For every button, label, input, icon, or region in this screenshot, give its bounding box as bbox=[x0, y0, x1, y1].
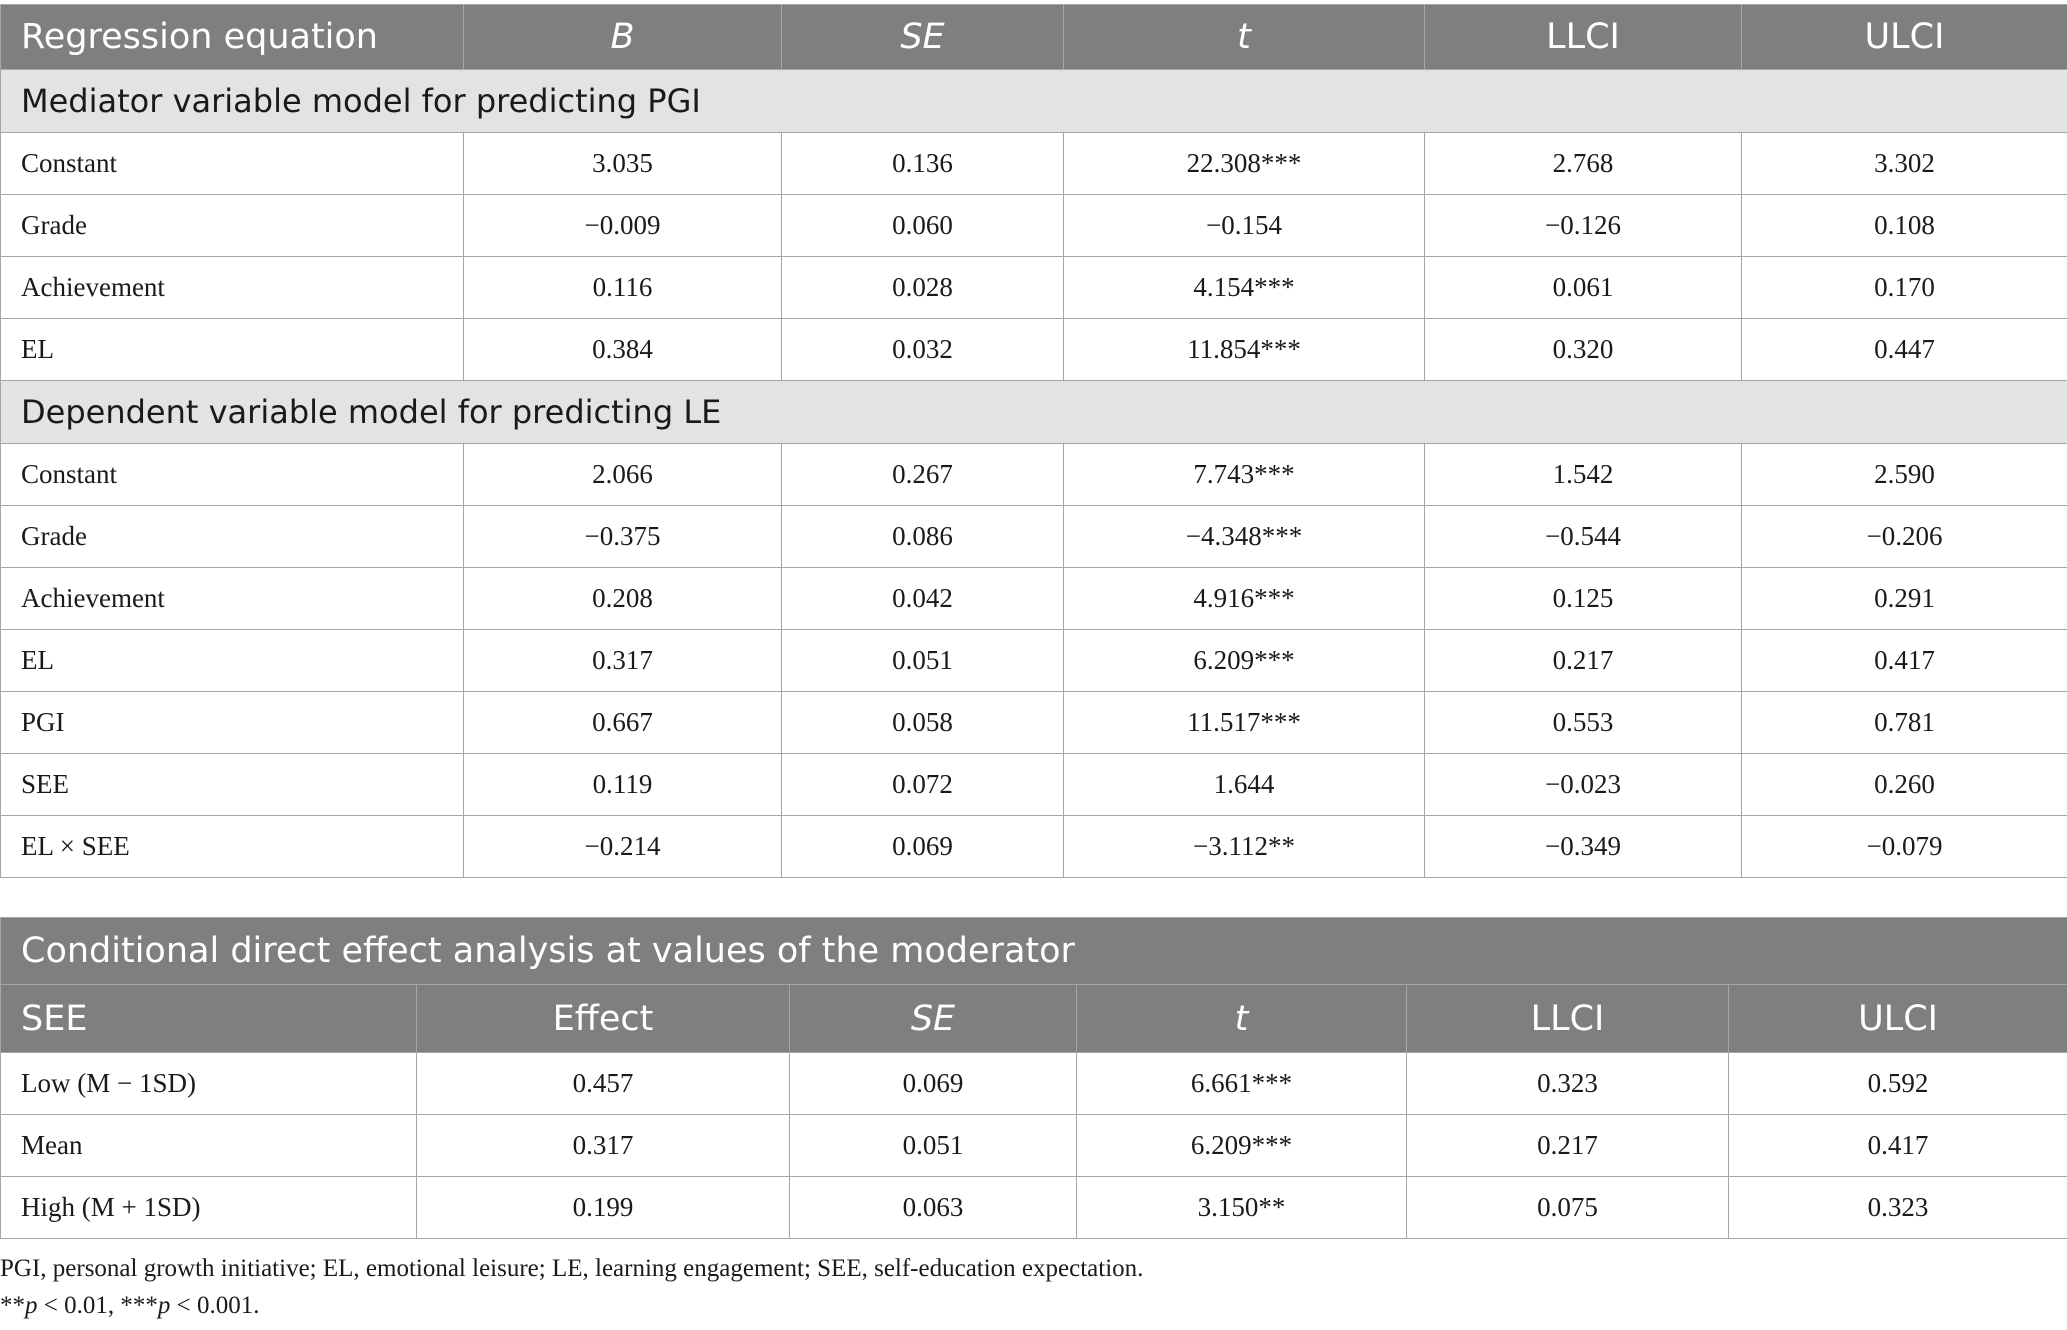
column-header-llci: LLCI bbox=[1425, 5, 1742, 70]
cell-t: 4.154*** bbox=[1064, 257, 1425, 319]
cell-llci: 0.075 bbox=[1407, 1177, 1729, 1239]
cell-b: 0.317 bbox=[464, 630, 782, 692]
cell-label: PGI bbox=[1, 692, 464, 754]
cell-t: 22.308*** bbox=[1064, 133, 1425, 195]
cell-b: 0.667 bbox=[464, 692, 782, 754]
significance-stars-1: ** bbox=[0, 1292, 25, 1319]
cell-ulci: 0.781 bbox=[1742, 692, 2067, 754]
cell-llci: 0.553 bbox=[1425, 692, 1742, 754]
cell-llci: 0.323 bbox=[1407, 1053, 1729, 1115]
column-header-t: t bbox=[1077, 985, 1407, 1053]
cell-llci: −0.544 bbox=[1425, 506, 1742, 568]
cell-llci: 0.320 bbox=[1425, 319, 1742, 381]
conditional-effect-title: Conditional direct effect analysis at values of the moderator bbox=[1, 918, 2067, 985]
cell-se: 0.028 bbox=[782, 257, 1064, 319]
cell-ulci: 0.323 bbox=[1729, 1177, 2067, 1239]
cell-se: 0.069 bbox=[790, 1053, 1077, 1115]
column-header-regression-equation: Regression equation bbox=[1, 5, 464, 70]
cell-see: High (M + 1SD) bbox=[1, 1177, 417, 1239]
table-row bbox=[1, 1115, 2067, 1177]
table-row bbox=[1, 1053, 2067, 1115]
cell-se: 0.051 bbox=[790, 1115, 1077, 1177]
table-row bbox=[1, 133, 2067, 195]
cell-ulci: 2.590 bbox=[1742, 444, 2067, 506]
table-row bbox=[1, 257, 2067, 319]
cell-t: 11.854*** bbox=[1064, 319, 1425, 381]
cell-ulci: 0.291 bbox=[1742, 568, 2067, 630]
cell-b: 0.119 bbox=[464, 754, 782, 816]
conditional-effect-header bbox=[1, 985, 2067, 1053]
cell-label: Grade bbox=[1, 195, 464, 257]
cell-ulci: −0.206 bbox=[1742, 506, 2067, 568]
cell-se: 0.136 bbox=[782, 133, 1064, 195]
cell-llci: 1.542 bbox=[1425, 444, 1742, 506]
section-header-row bbox=[1, 381, 2067, 444]
cell-llci: 0.217 bbox=[1407, 1115, 1729, 1177]
cell-llci: 2.768 bbox=[1425, 133, 1742, 195]
section-header-row bbox=[1, 70, 2067, 133]
cell-b: 2.066 bbox=[464, 444, 782, 506]
abbreviation-footnote: PGI, personal growth initiative; EL, emotional leisure; LE, learning engagement; SEE, self-education expectation. bbox=[0, 1255, 1144, 1282]
cell-b: −0.009 bbox=[464, 195, 782, 257]
cell-se: 0.069 bbox=[782, 816, 1064, 878]
significance-footnote bbox=[0, 1292, 259, 1320]
cell-llci: 0.061 bbox=[1425, 257, 1742, 319]
cell-t: −4.348*** bbox=[1064, 506, 1425, 568]
conditional-effect-body bbox=[1, 1053, 2067, 1239]
column-header-t: t bbox=[1064, 5, 1425, 70]
column-header-b: B bbox=[464, 5, 782, 70]
conditional-effect-title-row bbox=[1, 918, 2067, 985]
regression-table-header bbox=[1, 5, 2067, 70]
column-header-se: SE bbox=[790, 985, 1077, 1053]
cell-se: 0.086 bbox=[782, 506, 1064, 568]
cell-label: Grade bbox=[1, 506, 464, 568]
significance-rest-1: < 0.01, bbox=[37, 1292, 121, 1319]
regression-table-body bbox=[1, 70, 2067, 878]
section-title: Dependent variable model for predicting LE bbox=[1, 381, 2067, 444]
cell-se: 0.051 bbox=[782, 630, 1064, 692]
cell-label: Constant bbox=[1, 444, 464, 506]
significance-rest-2: < 0.001. bbox=[170, 1292, 260, 1319]
significance-stars-2: *** bbox=[120, 1292, 158, 1319]
column-header-see: SEE bbox=[1, 985, 417, 1053]
cell-b: −0.375 bbox=[464, 506, 782, 568]
column-header-llci: LLCI bbox=[1407, 985, 1729, 1053]
cell-se: 0.042 bbox=[782, 568, 1064, 630]
conditional-effect-table bbox=[0, 917, 2067, 1239]
cell-effect: 0.457 bbox=[417, 1053, 790, 1115]
table-row bbox=[1, 1177, 2067, 1239]
cell-ulci: 0.417 bbox=[1729, 1115, 2067, 1177]
cell-effect: 0.199 bbox=[417, 1177, 790, 1239]
cell-t: 6.209*** bbox=[1064, 630, 1425, 692]
cell-llci: 0.217 bbox=[1425, 630, 1742, 692]
cell-label: Achievement bbox=[1, 257, 464, 319]
cell-label: EL × SEE bbox=[1, 816, 464, 878]
cell-ulci: 0.592 bbox=[1729, 1053, 2067, 1115]
cell-t: −3.112** bbox=[1064, 816, 1425, 878]
cell-b: 0.208 bbox=[464, 568, 782, 630]
cell-b: 0.116 bbox=[464, 257, 782, 319]
regression-table bbox=[0, 4, 2067, 878]
cell-se: 0.058 bbox=[782, 692, 1064, 754]
cell-t: 6.209*** bbox=[1077, 1115, 1407, 1177]
section-title: Mediator variable model for predicting PGI bbox=[1, 70, 2067, 133]
cell-t: 4.916*** bbox=[1064, 568, 1425, 630]
table-row bbox=[1, 506, 2067, 568]
cell-se: 0.267 bbox=[782, 444, 1064, 506]
cell-llci: −0.126 bbox=[1425, 195, 1742, 257]
cell-see: Low (M − 1SD) bbox=[1, 1053, 417, 1115]
significance-p-2: p bbox=[157, 1292, 171, 1319]
cell-b: 3.035 bbox=[464, 133, 782, 195]
cell-ulci: 0.417 bbox=[1742, 630, 2067, 692]
table-row bbox=[1, 630, 2067, 692]
cell-label: EL bbox=[1, 319, 464, 381]
cell-label: SEE bbox=[1, 754, 464, 816]
column-header-ulci: ULCI bbox=[1742, 5, 2067, 70]
table-row bbox=[1, 816, 2067, 878]
cell-label: EL bbox=[1, 630, 464, 692]
cell-ulci: 0.170 bbox=[1742, 257, 2067, 319]
table-row bbox=[1, 444, 2067, 506]
cell-t: −0.154 bbox=[1064, 195, 1425, 257]
cell-effect: 0.317 bbox=[417, 1115, 790, 1177]
column-header-ulci: ULCI bbox=[1729, 985, 2067, 1053]
cell-se: 0.032 bbox=[782, 319, 1064, 381]
table-row bbox=[1, 568, 2067, 630]
cell-t: 6.661*** bbox=[1077, 1053, 1407, 1115]
cell-ulci: 0.447 bbox=[1742, 319, 2067, 381]
cell-t: 7.743*** bbox=[1064, 444, 1425, 506]
cell-t: 11.517*** bbox=[1064, 692, 1425, 754]
significance-p-1: p bbox=[25, 1292, 38, 1319]
cell-se: 0.060 bbox=[782, 195, 1064, 257]
cell-b: 0.384 bbox=[464, 319, 782, 381]
cell-ulci: 3.302 bbox=[1742, 133, 2067, 195]
cell-se: 0.063 bbox=[790, 1177, 1077, 1239]
cell-t: 1.644 bbox=[1064, 754, 1425, 816]
column-header-effect: Effect bbox=[417, 985, 790, 1053]
cell-se: 0.072 bbox=[782, 754, 1064, 816]
column-header-se: SE bbox=[782, 5, 1064, 70]
table-row bbox=[1, 692, 2067, 754]
cell-llci: −0.023 bbox=[1425, 754, 1742, 816]
cell-ulci: 0.260 bbox=[1742, 754, 2067, 816]
cell-llci: 0.125 bbox=[1425, 568, 1742, 630]
table-row bbox=[1, 319, 2067, 381]
cell-b: −0.214 bbox=[464, 816, 782, 878]
cell-llci: −0.349 bbox=[1425, 816, 1742, 878]
table-row bbox=[1, 195, 2067, 257]
cell-label: Achievement bbox=[1, 568, 464, 630]
cell-label: Constant bbox=[1, 133, 464, 195]
cell-see: Mean bbox=[1, 1115, 417, 1177]
cell-ulci: −0.079 bbox=[1742, 816, 2067, 878]
cell-ulci: 0.108 bbox=[1742, 195, 2067, 257]
table-row bbox=[1, 754, 2067, 816]
cell-t: 3.150** bbox=[1077, 1177, 1407, 1239]
